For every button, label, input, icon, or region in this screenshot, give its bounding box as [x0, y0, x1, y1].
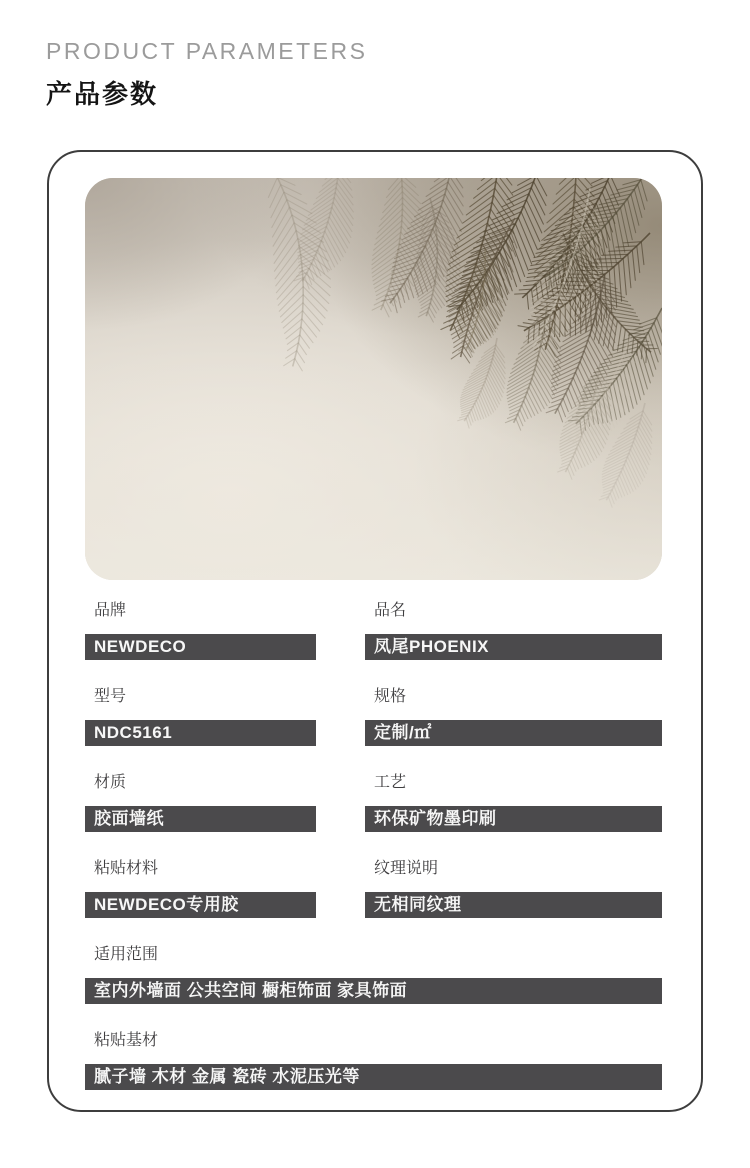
- param-value: 胶面墙纸: [85, 806, 316, 832]
- param-value: 室内外墙面 公共空间 橱柜饰面 家具饰面: [85, 978, 662, 1004]
- param-field-brand: [85, 600, 316, 660]
- param-label: 适用范围: [94, 946, 159, 963]
- param-field-adhesive: [85, 858, 316, 918]
- palm-leaves-illustration: [85, 178, 662, 580]
- param-label: 粘贴基材: [94, 1032, 159, 1049]
- parameters-card: [47, 150, 703, 1112]
- param-field-model: [85, 686, 316, 746]
- param-value: NEWDECO: [85, 634, 316, 660]
- section-title-cn: 产品参数: [46, 79, 159, 109]
- param-field-name: [365, 600, 662, 660]
- param-label: 规格: [374, 688, 407, 705]
- param-label: 品名: [374, 602, 407, 619]
- param-value: 环保矿物墨印刷: [365, 806, 662, 832]
- param-label: 品牌: [94, 602, 127, 619]
- param-value: NEWDECO专用胶: [85, 892, 316, 918]
- param-value: 腻子墙 木材 金属 瓷砖 水泥压光等: [85, 1064, 662, 1090]
- param-field-craft: [365, 772, 662, 832]
- section-title-en: PRODUCT PARAMETERS: [46, 38, 368, 64]
- param-field-scope: [85, 944, 662, 1004]
- param-label: 粘贴材料: [94, 860, 159, 877]
- param-field-substrate: [85, 1030, 662, 1090]
- param-value: 凤尾PHOENIX: [365, 634, 662, 660]
- product-hero-image: [85, 178, 662, 580]
- page-header: [46, 38, 367, 111]
- param-label: 型号: [94, 688, 127, 705]
- param-label: 材质: [94, 774, 127, 791]
- parameters-grid: [85, 600, 662, 1090]
- param-value: 定制/㎡: [365, 720, 662, 746]
- param-value: 无相同纹理: [365, 892, 662, 918]
- param-value: NDC5161: [85, 720, 316, 746]
- param-label: 纹理说明: [374, 860, 439, 877]
- param-field-texture: [365, 858, 662, 918]
- param-field-spec: [365, 686, 662, 746]
- param-field-material: [85, 772, 316, 832]
- param-label: 工艺: [374, 774, 407, 791]
